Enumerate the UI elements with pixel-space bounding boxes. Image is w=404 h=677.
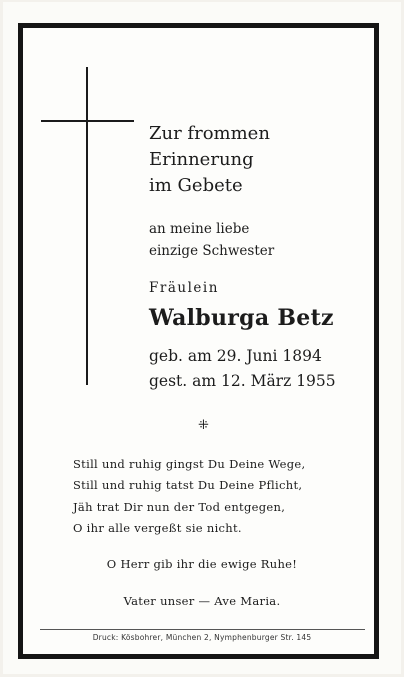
poem-line-3: Jäh trat Dir nun der Tod entgegen, xyxy=(73,500,286,514)
dedication-line-1: an meine liebe xyxy=(149,221,250,237)
cross-horizontal-bar xyxy=(41,120,134,122)
prayer-line: O Herr gib ihr die ewige Ruhe! xyxy=(106,557,298,571)
poem-line-4: O ihr alle vergeßt sie nicht. xyxy=(73,521,242,535)
heading-line-2: Erinnerung xyxy=(149,149,254,170)
heading-line-3: im Gebete xyxy=(149,175,243,196)
printer-imprint: Druck: Kösbohrer, München 2, Nymphenburger Str. 145 xyxy=(92,633,312,642)
dedication-line-2: einzige Schwester xyxy=(149,243,275,259)
title-fraulein: Fräulein xyxy=(149,280,219,296)
poem-line-1: Still und ruhig gingst Du Deine Wege, xyxy=(73,457,306,471)
poem-line-2: Still und ruhig tatst Du Deine Pflicht, xyxy=(73,478,303,492)
deceased-name: Walburga Betz xyxy=(149,305,334,331)
closing-line: Vater unser — Ave Maria. xyxy=(123,594,281,608)
ornament-divider: ⁜ xyxy=(198,418,209,433)
footer-rule xyxy=(40,629,365,630)
birth-date: geb. am 29. Juni 1894 xyxy=(149,347,322,365)
cross-vertical-bar xyxy=(86,67,88,385)
death-date: gest. am 12. März 1955 xyxy=(149,372,336,390)
heading-line-1: Zur frommen xyxy=(149,123,270,144)
